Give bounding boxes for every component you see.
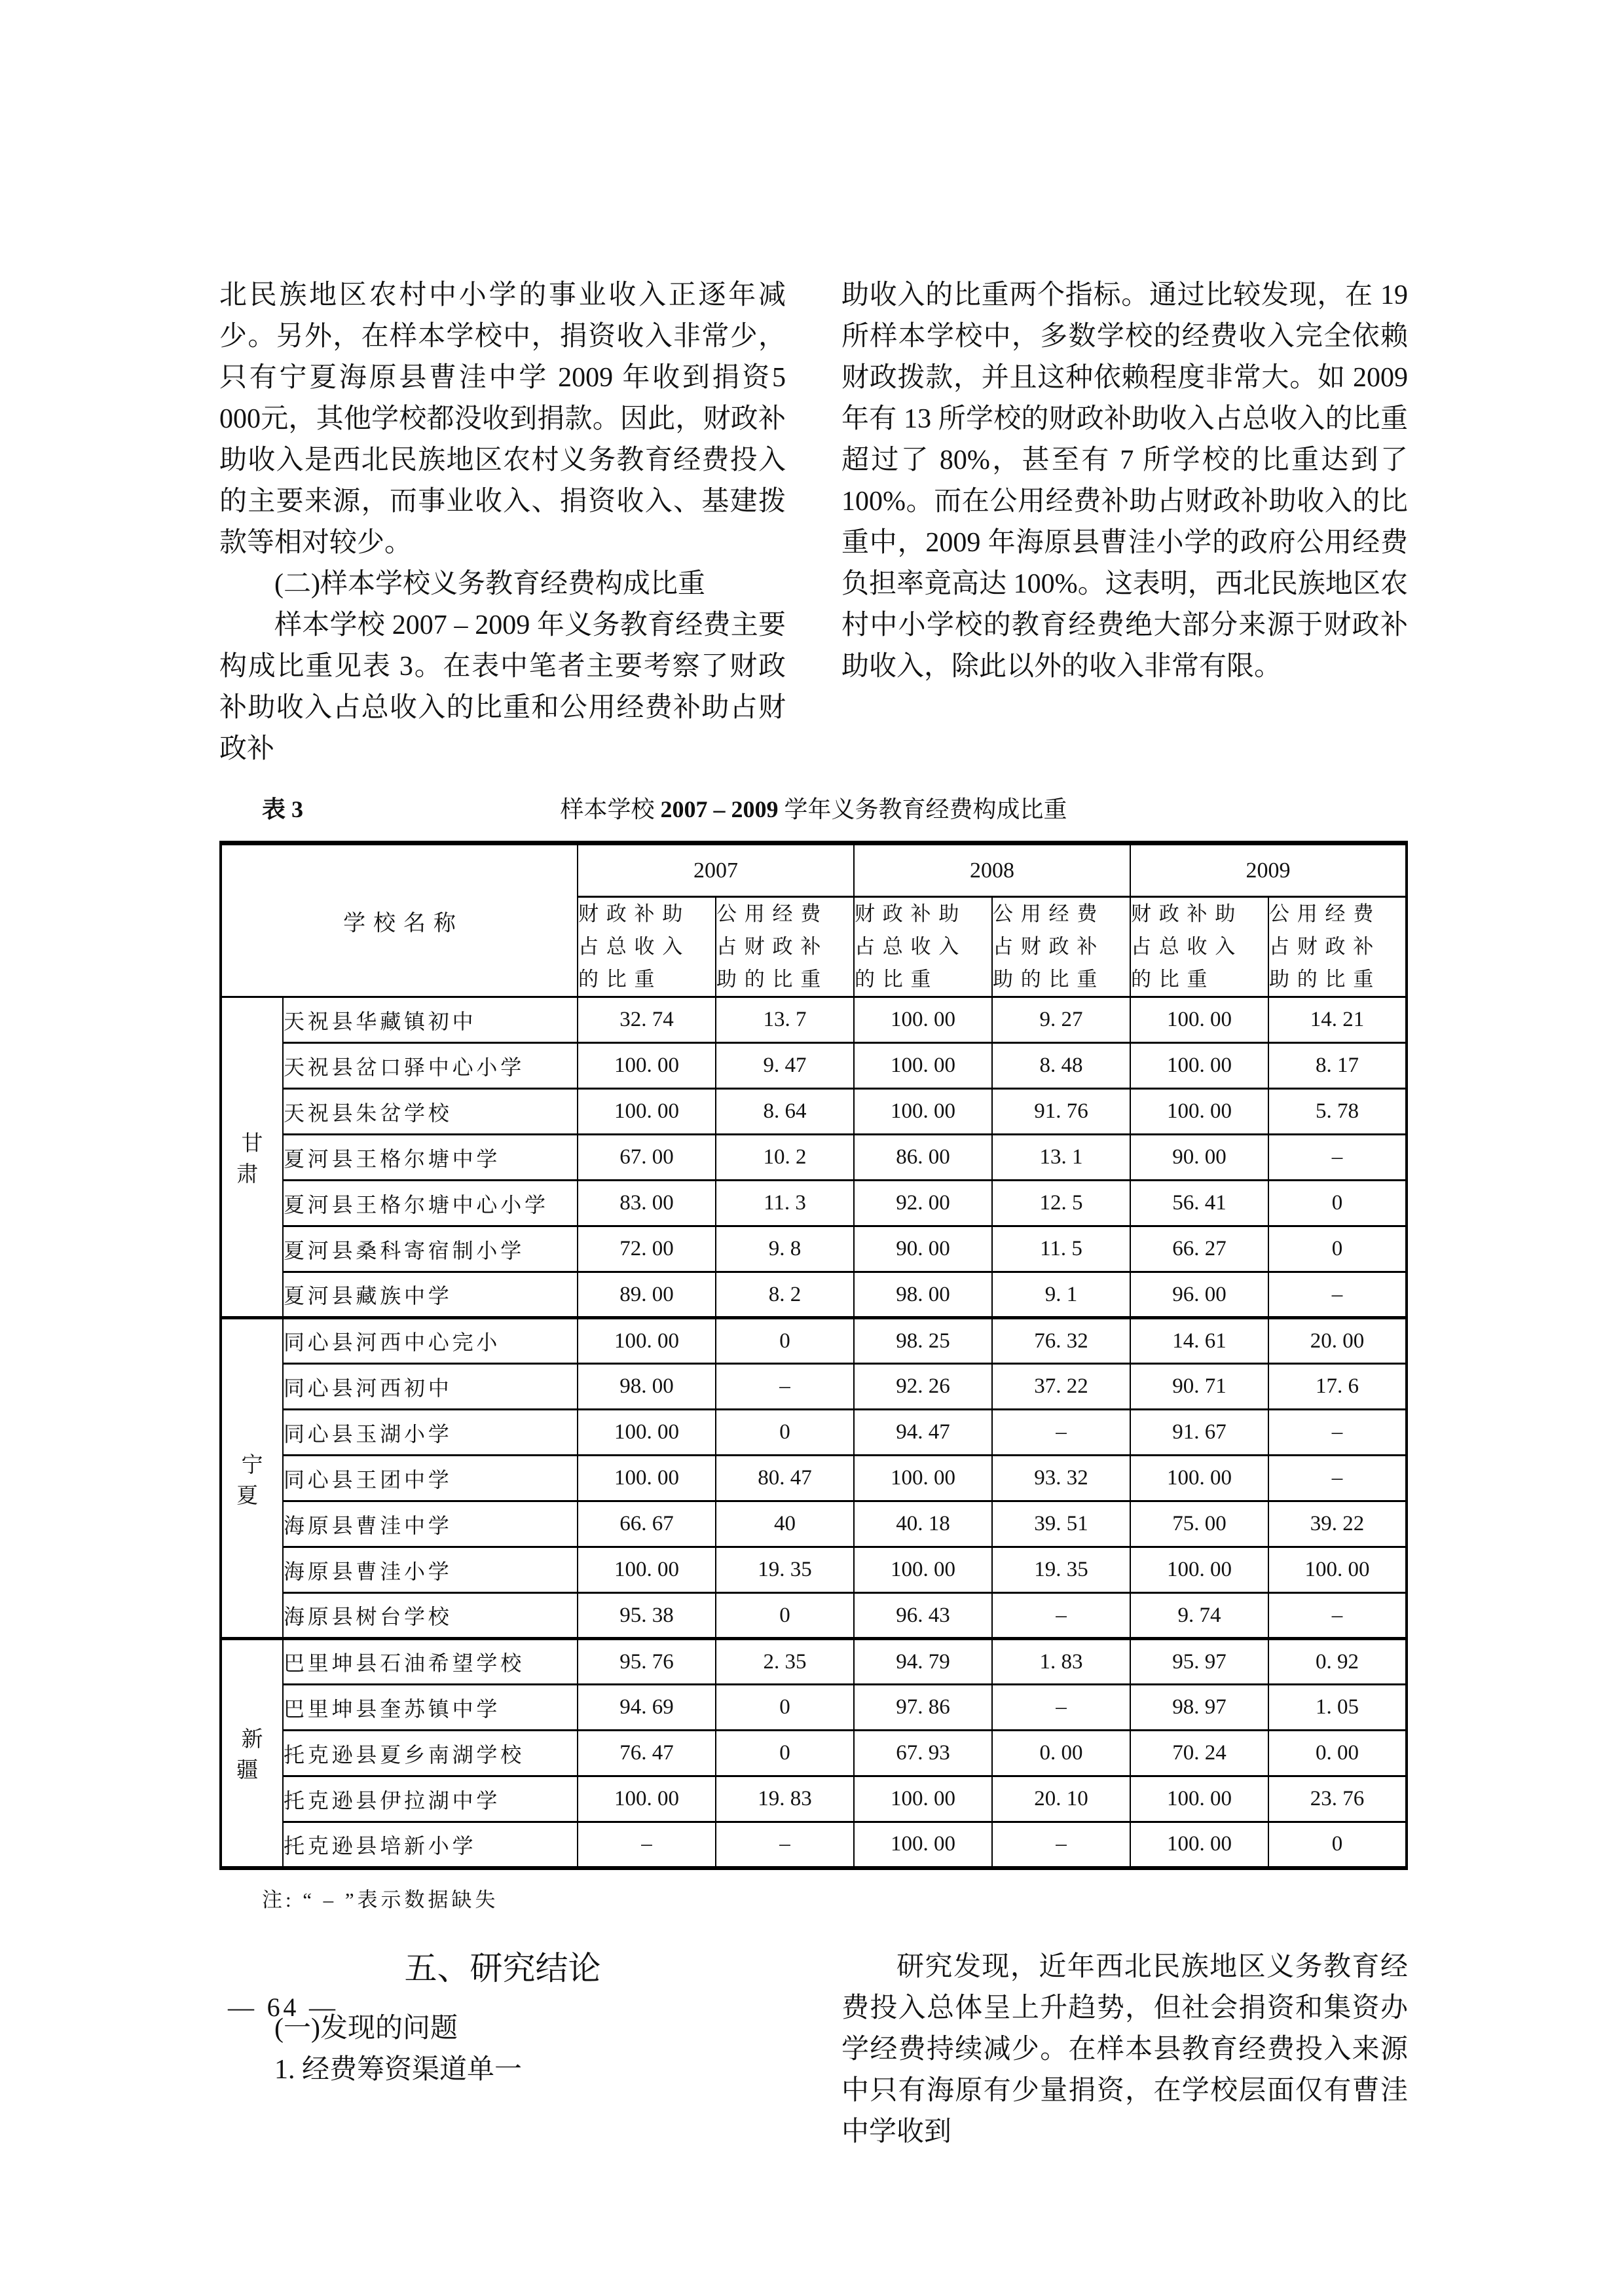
table-block bbox=[219, 792, 1408, 1913]
value-cell: 9. 74 bbox=[1130, 1593, 1268, 1639]
paragraph: 研究发现，近年西北民族地区义务教育经费投入总体呈上升趋势，但社会捐资和集资办学经费持续减少。在样本县教育经费投入来源中只有海原有少量捐资，在学校层面仅有曹洼中学收到 bbox=[841, 1951, 1408, 2147]
value-cell: 95. 38 bbox=[578, 1593, 716, 1639]
value-cell: 93. 32 bbox=[992, 1456, 1130, 1501]
value-cell: 100. 00 bbox=[1130, 1776, 1268, 1822]
value-cell: – bbox=[1268, 1410, 1407, 1456]
table-row bbox=[221, 1364, 1407, 1410]
section-heading: 五、研究结论 bbox=[404, 1949, 601, 1987]
subheader-line: 占总收入 bbox=[855, 935, 967, 958]
subheader-public bbox=[716, 897, 854, 997]
value-cell: 67. 00 bbox=[578, 1135, 716, 1181]
list-item-heading: 1. 经费筹资渠道单一 bbox=[274, 2054, 523, 2085]
school-name-cell: 天祝县朱岔学校 bbox=[283, 1089, 578, 1135]
top-left-column bbox=[219, 275, 786, 770]
value-cell: 9. 27 bbox=[992, 997, 1130, 1043]
table-row bbox=[221, 1776, 1407, 1822]
value-cell: 94. 47 bbox=[854, 1410, 992, 1456]
value-cell: 92. 00 bbox=[854, 1181, 992, 1226]
subheader-fiscal bbox=[1130, 897, 1268, 997]
value-cell: 98. 00 bbox=[578, 1364, 716, 1410]
subheader-line: 占财政补 bbox=[1269, 935, 1382, 958]
value-cell: 100. 00 bbox=[854, 1089, 992, 1135]
value-cell: 100. 00 bbox=[578, 1410, 716, 1456]
value-cell: 100. 00 bbox=[578, 1456, 716, 1501]
value-cell: 90. 00 bbox=[1130, 1135, 1268, 1181]
value-cell: 8. 48 bbox=[992, 1043, 1130, 1089]
value-cell: 94. 79 bbox=[854, 1639, 992, 1685]
value-cell: – bbox=[1268, 1593, 1407, 1639]
table-row bbox=[221, 1639, 1407, 1685]
value-cell: 100. 00 bbox=[1130, 1043, 1268, 1089]
value-cell: 9. 1 bbox=[992, 1272, 1130, 1318]
value-cell: 96. 43 bbox=[854, 1593, 992, 1639]
table-row bbox=[221, 1410, 1407, 1456]
value-cell: 66. 27 bbox=[1130, 1226, 1268, 1272]
value-cell: 12. 5 bbox=[992, 1181, 1130, 1226]
value-cell: 100. 00 bbox=[1130, 1822, 1268, 1868]
value-cell: 95. 76 bbox=[578, 1639, 716, 1685]
value-cell: 100. 00 bbox=[578, 1776, 716, 1822]
value-cell: 98. 25 bbox=[854, 1318, 992, 1364]
province-label: 新疆 bbox=[221, 1639, 283, 1868]
value-cell: 86. 00 bbox=[854, 1135, 992, 1181]
table-row bbox=[221, 1593, 1407, 1639]
subheader-public bbox=[992, 897, 1130, 997]
value-cell: 0 bbox=[716, 1731, 854, 1776]
school-name-cell: 海原县曹洼小学 bbox=[283, 1547, 578, 1593]
value-cell: 0. 92 bbox=[1268, 1639, 1407, 1685]
value-cell: 100. 00 bbox=[1130, 1456, 1268, 1501]
subheader-line: 占财政补 bbox=[716, 935, 829, 958]
year-header-2007: 2007 bbox=[578, 843, 854, 897]
value-cell: 23. 76 bbox=[1268, 1776, 1407, 1822]
school-name-cell: 夏河县桑科寄宿制小学 bbox=[283, 1226, 578, 1272]
value-cell: 100. 00 bbox=[854, 997, 992, 1043]
school-name-cell: 夏河县藏族中学 bbox=[283, 1272, 578, 1318]
school-name-cell: 天祝县岔口驿中心小学 bbox=[283, 1043, 578, 1089]
value-cell: 72. 00 bbox=[578, 1226, 716, 1272]
value-cell: 19. 83 bbox=[716, 1776, 854, 1822]
value-cell: 91. 67 bbox=[1130, 1410, 1268, 1456]
bottom-left-column bbox=[219, 1947, 786, 2153]
province-label: 甘肃 bbox=[221, 997, 283, 1318]
value-cell: 11. 3 bbox=[716, 1181, 854, 1226]
subheader-line: 财政补助 bbox=[1131, 902, 1244, 925]
value-cell: 90. 00 bbox=[854, 1226, 992, 1272]
subheader-line: 公用经费 bbox=[716, 902, 829, 925]
table-row bbox=[221, 1731, 1407, 1776]
value-cell: 0 bbox=[716, 1410, 854, 1456]
value-cell: 92. 26 bbox=[854, 1364, 992, 1410]
school-name-cell: 同心县河西初中 bbox=[283, 1364, 578, 1410]
value-cell: – bbox=[716, 1822, 854, 1868]
value-cell: 0 bbox=[1268, 1226, 1407, 1272]
page-number: — 64 — bbox=[228, 1992, 339, 2022]
table-row bbox=[221, 1135, 1407, 1181]
value-cell: 66. 67 bbox=[578, 1501, 716, 1547]
table-row bbox=[221, 1822, 1407, 1868]
school-name-cell: 天祝县华藏镇初中 bbox=[283, 997, 578, 1043]
table-row bbox=[221, 1181, 1407, 1226]
table-body bbox=[221, 997, 1407, 1868]
table-3 bbox=[219, 841, 1408, 1870]
subheader-line: 财政补助 bbox=[578, 902, 691, 925]
table-footnote: 注: “ – ”表示数据缺失 bbox=[262, 1888, 499, 1911]
subheader-line: 助的比重 bbox=[993, 968, 1105, 991]
value-cell: 10. 2 bbox=[716, 1135, 854, 1181]
value-cell: 56. 41 bbox=[1130, 1181, 1268, 1226]
value-cell: 90. 71 bbox=[1130, 1364, 1268, 1410]
year-header-2009: 2009 bbox=[1130, 843, 1407, 897]
value-cell: – bbox=[1268, 1456, 1407, 1501]
table-row bbox=[221, 1043, 1407, 1089]
value-cell: 100. 00 bbox=[578, 1547, 716, 1593]
subsection-heading: (一)发现的问题 bbox=[274, 2013, 458, 2044]
value-cell: 100. 00 bbox=[578, 1043, 716, 1089]
subheader-fiscal bbox=[578, 897, 716, 997]
table-header bbox=[221, 843, 1407, 997]
value-cell: 100. 00 bbox=[578, 1318, 716, 1364]
value-cell: – bbox=[992, 1410, 1130, 1456]
table-row bbox=[221, 1226, 1407, 1272]
value-cell: 98. 00 bbox=[854, 1272, 992, 1318]
table-row bbox=[221, 1501, 1407, 1547]
value-cell: 76. 32 bbox=[992, 1318, 1130, 1364]
value-cell: 100. 00 bbox=[578, 1089, 716, 1135]
value-cell: – bbox=[992, 1593, 1130, 1639]
caption-title-years: 2007 – 2009 bbox=[660, 796, 779, 822]
value-cell: 9. 8 bbox=[716, 1226, 854, 1272]
value-cell: 89. 00 bbox=[578, 1272, 716, 1318]
school-name-cell: 海原县曹洼中学 bbox=[283, 1501, 578, 1547]
subheader-line: 的比重 bbox=[578, 968, 663, 991]
school-name-cell: 夏河县王格尔塘中心小学 bbox=[283, 1181, 578, 1226]
value-cell: 70. 24 bbox=[1130, 1731, 1268, 1776]
caption-title-pre: 样本学校 bbox=[560, 796, 661, 822]
value-cell: 13. 7 bbox=[716, 997, 854, 1043]
table-row bbox=[221, 1272, 1407, 1318]
school-name-cell: 巴里坤县奎苏镇中学 bbox=[283, 1685, 578, 1731]
value-cell: 91. 76 bbox=[992, 1089, 1130, 1135]
bottom-right-column bbox=[841, 1947, 1408, 2153]
subheader-line: 财政补助 bbox=[855, 902, 967, 925]
value-cell: 0. 00 bbox=[992, 1731, 1130, 1776]
table-row bbox=[221, 1089, 1407, 1135]
value-cell: 0 bbox=[716, 1685, 854, 1731]
value-cell: 13. 1 bbox=[992, 1135, 1130, 1181]
value-cell: 9. 47 bbox=[716, 1043, 854, 1089]
value-cell: 1. 83 bbox=[992, 1639, 1130, 1685]
value-cell: 39. 22 bbox=[1268, 1501, 1407, 1547]
school-name-cell: 海原县树台学校 bbox=[283, 1593, 578, 1639]
value-cell: 100. 00 bbox=[854, 1822, 992, 1868]
value-cell: 95. 97 bbox=[1130, 1639, 1268, 1685]
paragraph: 样本学校 2007 – 2009 年义务教育经费主要构成比重见表 3。在表中笔者主要考察了财政补助收入占总收入的比重和公用经费补助占财政补 bbox=[219, 610, 786, 764]
value-cell: 100. 00 bbox=[854, 1456, 992, 1501]
table-row bbox=[221, 1547, 1407, 1593]
subheader-line: 助的比重 bbox=[1269, 968, 1382, 991]
value-cell: 100. 00 bbox=[1268, 1547, 1407, 1593]
top-text-columns bbox=[219, 275, 1408, 770]
value-cell: 98. 97 bbox=[1130, 1685, 1268, 1731]
value-cell: 20. 00 bbox=[1268, 1318, 1407, 1364]
school-name-cell: 托克逊县夏乡南湖学校 bbox=[283, 1731, 578, 1776]
value-cell: 32. 74 bbox=[578, 997, 716, 1043]
value-cell: 94. 69 bbox=[578, 1685, 716, 1731]
value-cell: 100. 00 bbox=[854, 1776, 992, 1822]
value-cell: 1. 05 bbox=[1268, 1685, 1407, 1731]
subheader-line: 的比重 bbox=[855, 968, 939, 991]
subheader-public bbox=[1268, 897, 1407, 997]
table-caption-title bbox=[219, 792, 1408, 826]
value-cell: 100. 00 bbox=[1130, 1089, 1268, 1135]
value-cell: 83. 00 bbox=[578, 1181, 716, 1226]
value-cell: – bbox=[992, 1822, 1130, 1868]
table-caption-label: 表 3 bbox=[262, 796, 304, 822]
value-cell: 0. 00 bbox=[1268, 1731, 1407, 1776]
value-cell: 39. 51 bbox=[992, 1501, 1130, 1547]
value-cell: 0 bbox=[716, 1593, 854, 1639]
table-row bbox=[221, 1685, 1407, 1731]
school-name-cell: 巴里坤县石油希望学校 bbox=[283, 1639, 578, 1685]
value-cell: 100. 00 bbox=[854, 1043, 992, 1089]
value-cell: 40 bbox=[716, 1501, 854, 1547]
value-cell: 2. 35 bbox=[716, 1639, 854, 1685]
value-cell: 14. 21 bbox=[1268, 997, 1407, 1043]
top-right-column bbox=[841, 275, 1408, 770]
value-cell: 80. 47 bbox=[716, 1456, 854, 1501]
value-cell: 67. 93 bbox=[854, 1731, 992, 1776]
subheader-line: 助的比重 bbox=[716, 968, 829, 991]
school-name-header: 学校名称 bbox=[221, 843, 578, 997]
value-cell: 100. 00 bbox=[1130, 1547, 1268, 1593]
subheader-line: 的比重 bbox=[1131, 968, 1215, 991]
value-cell: 100. 00 bbox=[854, 1547, 992, 1593]
paragraph: 助收入的比重两个指标。通过比较发现，在 19 所样本学校中，多数学校的经费收入完全依赖财政拨款，并且这种依赖程度非常大。如 2009 年有 13 所学校的财政补助收入占总收入的比重超过了 80%，甚至有 7 所学校的比重达到了 100%。而在公用经费补助占财政补助收入的比重中，2009 年海原县曹洼小学的政府公用经费负担率竟高达 100%。这表明，西北民族地区农村中小学校的教育经费绝大部分来源于财政补助收入，除此以外的收入非常有限。 bbox=[841, 280, 1408, 682]
value-cell: 97. 86 bbox=[854, 1685, 992, 1731]
year-header-row bbox=[221, 843, 1407, 897]
year-header-2008: 2008 bbox=[854, 843, 1130, 897]
value-cell: – bbox=[716, 1364, 854, 1410]
value-cell: 14. 61 bbox=[1130, 1318, 1268, 1364]
value-cell: 20. 10 bbox=[992, 1776, 1130, 1822]
subheader-line: 占财政补 bbox=[993, 935, 1105, 958]
subheader-line: 公用经费 bbox=[1269, 902, 1382, 925]
value-cell: – bbox=[992, 1685, 1130, 1731]
value-cell: 40. 18 bbox=[854, 1501, 992, 1547]
value-cell: 8. 64 bbox=[716, 1089, 854, 1135]
value-cell: 8. 2 bbox=[716, 1272, 854, 1318]
value-cell: 8. 17 bbox=[1268, 1043, 1407, 1089]
value-cell: 17. 6 bbox=[1268, 1364, 1407, 1410]
value-cell: 19. 35 bbox=[716, 1547, 854, 1593]
value-cell: 96. 00 bbox=[1130, 1272, 1268, 1318]
subsection-heading: (二)样本学校义务教育经费构成比重 bbox=[274, 569, 705, 599]
table-row bbox=[221, 1318, 1407, 1364]
value-cell: 75. 00 bbox=[1130, 1501, 1268, 1547]
value-cell: 11. 5 bbox=[992, 1226, 1130, 1272]
school-name-cell: 同心县玉湖小学 bbox=[283, 1410, 578, 1456]
value-cell: 0 bbox=[716, 1318, 854, 1364]
school-name-cell: 同心县河西中心完小 bbox=[283, 1318, 578, 1364]
table-row bbox=[221, 997, 1407, 1043]
value-cell: – bbox=[578, 1822, 716, 1868]
subheader-line: 占总收入 bbox=[1131, 935, 1244, 958]
subheader-line: 占总收入 bbox=[578, 935, 691, 958]
value-cell: 100. 00 bbox=[1130, 997, 1268, 1043]
value-cell: 76. 47 bbox=[578, 1731, 716, 1776]
table-caption bbox=[219, 792, 1408, 826]
value-cell: 0 bbox=[1268, 1822, 1407, 1868]
school-name-cell: 托克逊县培新小学 bbox=[283, 1822, 578, 1868]
school-name-cell: 同心县王团中学 bbox=[283, 1456, 578, 1501]
value-cell: – bbox=[1268, 1135, 1407, 1181]
subheader-fiscal bbox=[854, 897, 992, 997]
page-content bbox=[219, 275, 1408, 2153]
province-label: 宁夏 bbox=[221, 1318, 283, 1639]
school-name-cell: 托克逊县伊拉湖中学 bbox=[283, 1776, 578, 1822]
paragraph: 北民族地区农村中小学的事业收入正逐年减少。另外，在样本学校中，捐资收入非常少，只有宁夏海原县曹洼中学 2009 年收到捐资5 000元，其他学校都没收到捐款。因此，财政补助收入是西北民族地区农村义务教育经费投入的主要来源，而事业收入、捐资收入、基建拨款等相对较少。 bbox=[219, 280, 786, 558]
subheader-line: 公用经费 bbox=[993, 902, 1105, 925]
bottom-text-columns bbox=[219, 1947, 1408, 2153]
value-cell: – bbox=[1268, 1272, 1407, 1318]
value-cell: 19. 35 bbox=[992, 1547, 1130, 1593]
caption-title-post: 学年义务教育经费构成比重 bbox=[778, 796, 1067, 822]
value-cell: 37. 22 bbox=[992, 1364, 1130, 1410]
school-name-cell: 夏河县王格尔塘中学 bbox=[283, 1135, 578, 1181]
table-row bbox=[221, 1456, 1407, 1501]
value-cell: 0 bbox=[1268, 1181, 1407, 1226]
value-cell: 5. 78 bbox=[1268, 1089, 1407, 1135]
